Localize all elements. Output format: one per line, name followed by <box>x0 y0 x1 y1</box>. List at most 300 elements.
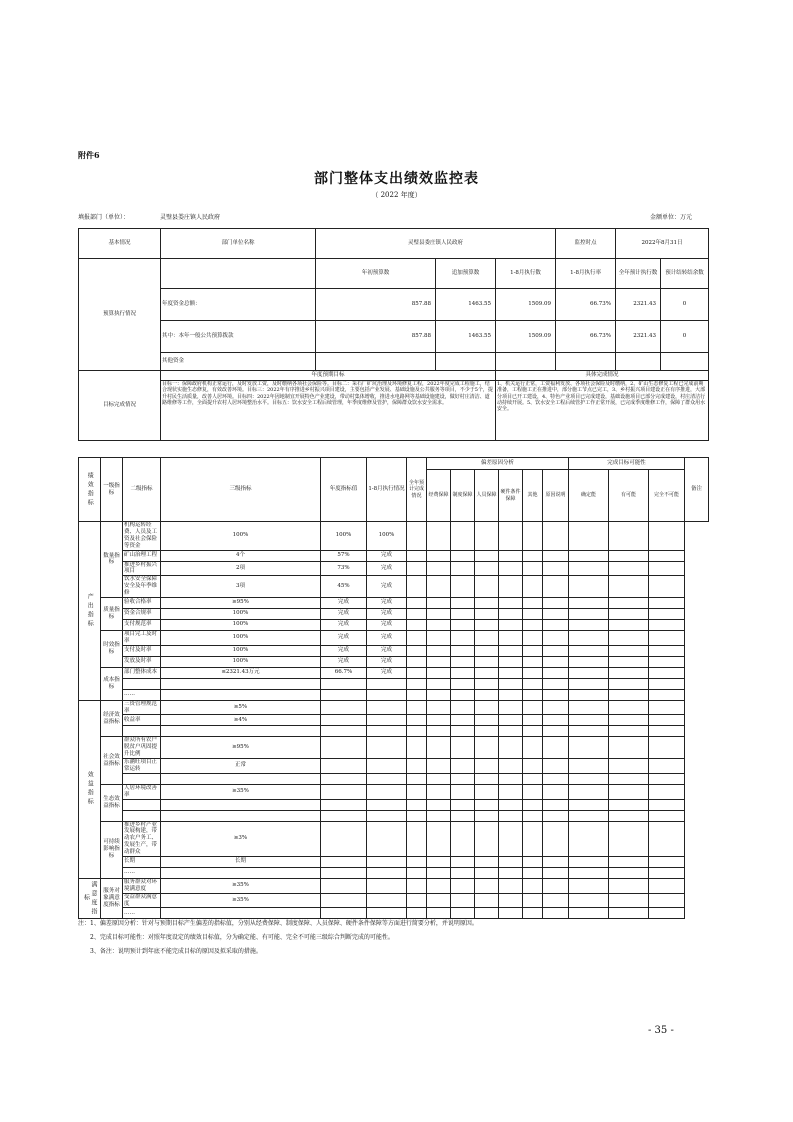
target-value: 4个 <box>161 550 321 561</box>
empty-cell <box>499 667 523 678</box>
empty-cell <box>649 522 685 551</box>
empty-cell <box>427 561 451 576</box>
empty-cell <box>407 630 427 645</box>
empty-cell <box>609 597 649 608</box>
table-row <box>79 856 709 867</box>
budget-header: 全年预计执行数 <box>616 259 661 289</box>
level3-indicator: …… <box>123 908 161 919</box>
empty-cell <box>475 908 499 919</box>
empty-cell <box>475 759 499 774</box>
target-value: ≥5% <box>161 700 321 715</box>
empty-cell <box>427 799 451 810</box>
expected-value <box>367 689 407 700</box>
monitor-time-label: 监控时点 <box>556 229 616 259</box>
empty-cell <box>543 667 569 678</box>
empty-cell <box>407 773 427 784</box>
level3-indicator: 机构运转经费、人员及工资及社会保险等资金 <box>123 522 161 551</box>
empty-cell <box>451 759 475 774</box>
level3-indicator: 三资管理规范率 <box>123 700 161 715</box>
target-value: 100% <box>161 522 321 551</box>
empty-cell <box>543 773 569 784</box>
empty-cell <box>499 608 523 619</box>
empty-cell <box>649 630 685 645</box>
empty-cell <box>609 867 649 878</box>
target-value: ≥95% <box>161 597 321 608</box>
empty-cell <box>451 561 475 576</box>
table-row <box>79 773 709 784</box>
empty-cell <box>407 656 427 667</box>
budget-row-name: 年度资金总额： <box>161 289 316 321</box>
empty-cell <box>407 737 427 759</box>
empty-cell <box>451 867 475 878</box>
empty-cell <box>407 810 427 821</box>
empty-cell <box>569 667 609 678</box>
empty-cell <box>609 678 649 689</box>
actual-header: 1-8月执行情况 <box>367 458 407 522</box>
empty-cell <box>649 908 685 919</box>
empty-cell <box>475 737 499 759</box>
empty-cell <box>543 619 569 630</box>
actual-value: 完成 <box>321 597 367 608</box>
expected-value: 完成 <box>367 645 407 656</box>
empty-cell <box>609 522 649 551</box>
empty-cell <box>407 645 427 656</box>
empty-cell <box>451 550 475 561</box>
empty-cell <box>475 821 499 856</box>
empty-cell <box>523 608 543 619</box>
empty-cell <box>609 759 649 774</box>
empty-cell <box>407 667 427 678</box>
attachment-label: 附件6 <box>78 150 100 160</box>
target-value: 100% <box>161 608 321 619</box>
table-row <box>79 561 709 576</box>
empty-cell <box>523 878 543 893</box>
empty-cell <box>569 726 609 737</box>
empty-cell <box>475 550 499 561</box>
empty-cell <box>499 773 523 784</box>
empty-cell <box>499 522 523 551</box>
empty-cell <box>475 656 499 667</box>
actual-value <box>321 810 367 821</box>
level3-indicator: …… <box>123 867 161 878</box>
expected-value <box>367 867 407 878</box>
expected-value <box>367 700 407 715</box>
empty-cell <box>427 821 451 856</box>
empty-cell <box>475 667 499 678</box>
target-value: ≥4% <box>161 715 321 726</box>
empty-cell <box>407 561 427 576</box>
empty-cell <box>609 737 649 759</box>
target-value <box>161 810 321 821</box>
empty-cell <box>523 522 543 551</box>
empty-cell <box>649 759 685 774</box>
table-row <box>79 689 709 700</box>
expected-value <box>367 856 407 867</box>
empty-cell <box>543 715 569 726</box>
budget-header: 预计结转结余数 <box>661 259 709 289</box>
actual-value <box>321 700 367 715</box>
table-row <box>79 645 709 656</box>
empty-cell <box>569 678 609 689</box>
empty-cell <box>523 893 543 908</box>
budget-header: 追加预算数 <box>436 259 496 289</box>
empty-cell <box>649 715 685 726</box>
remark-header: 备注 <box>685 458 709 522</box>
empty-cell <box>649 810 685 821</box>
level3-indicator: 支付规范率 <box>123 619 161 630</box>
level2-indicator: 生态效益指标 <box>101 784 123 821</box>
empty-cell <box>499 784 523 799</box>
actual-value <box>321 773 367 784</box>
actual-value <box>321 856 367 867</box>
empty-cell <box>475 689 499 700</box>
expected-value <box>367 678 407 689</box>
empty-cell <box>451 608 475 619</box>
empty-cell <box>427 773 451 784</box>
empty-cell <box>543 561 569 576</box>
actual-value: 100% <box>321 522 367 551</box>
empty-cell <box>523 784 543 799</box>
target-value <box>161 773 321 784</box>
empty-cell <box>569 799 609 810</box>
empty-cell <box>523 856 543 867</box>
table-row <box>79 784 709 799</box>
dept-name-label: 部门单位名称 <box>161 229 316 259</box>
empty-cell <box>407 821 427 856</box>
table-row <box>79 799 709 810</box>
empty-cell <box>609 656 649 667</box>
empty-cell <box>569 759 609 774</box>
empty-cell <box>649 619 685 630</box>
empty-cell <box>649 784 685 799</box>
empty-cell <box>451 619 475 630</box>
empty-cell <box>407 856 427 867</box>
note-2: 2、完成目标可能性：对照年度设定的绩效目标值，分为确定能、有可能、完全不可能三级综合判断完成的可能性。 <box>90 934 394 941</box>
actual-value <box>321 715 367 726</box>
empty-cell <box>451 630 475 645</box>
table-row <box>79 893 709 908</box>
progress-text: 1、机关运行正常，工资福利发放、各项社会保险及时缴纳，2、矿山生态修复工程已完成前期准备，工程施工正在推进中，部分施工节点已完工，3、乡村振兴项目建设正在有序推进，大部分项目已开工建设，4、特色产业项目已完成建设，基础设施项目已部分完成建设，村庄清洁行动持续开展。5、饮水安全工程后续管护工作正常开展，已完成季度维修工作，保障了群众用水安全。 <box>496 381 709 441</box>
empty-cell <box>609 630 649 645</box>
budget-cell: 1463.55 <box>436 289 496 321</box>
deviation-header: 偏差原因分析 <box>427 458 569 470</box>
empty-cell <box>499 867 523 878</box>
empty-cell <box>609 550 649 561</box>
empty-cell <box>451 737 475 759</box>
table-row <box>79 597 709 608</box>
empty-cell <box>609 689 649 700</box>
actual-value <box>321 867 367 878</box>
empty-cell <box>609 856 649 867</box>
feasibility-col: 确定能 <box>569 470 609 522</box>
empty-cell <box>569 715 609 726</box>
empty-cell <box>543 759 569 774</box>
level3-indicator: 服务群众对环境满意度 <box>123 878 161 893</box>
empty-cell <box>569 597 609 608</box>
monitor-time-value: 2022年8月31日 <box>616 229 709 259</box>
empty-cell <box>427 893 451 908</box>
table-row <box>79 715 709 726</box>
empty-cell <box>427 878 451 893</box>
expected-value <box>367 878 407 893</box>
empty-cell <box>569 878 609 893</box>
target-value: 100% <box>161 645 321 656</box>
empty-cell <box>475 810 499 821</box>
empty-cell <box>451 856 475 867</box>
actual-value: 73% <box>321 561 367 576</box>
target-value: 100% <box>161 619 321 630</box>
empty-cell <box>475 522 499 551</box>
level1-header: 一级指标 <box>101 458 123 522</box>
empty-cell <box>499 737 523 759</box>
deviation-col: 硬件条件保障 <box>499 470 523 522</box>
budget-cell: 857.88 <box>316 321 436 353</box>
empty-cell <box>407 576 427 598</box>
empty-cell <box>407 878 427 893</box>
level3-indicator: 长期 <box>123 856 161 867</box>
level3-header: 三级指标 <box>161 458 321 522</box>
expected-value <box>367 799 407 810</box>
empty-cell <box>523 576 543 598</box>
empty-cell <box>649 645 685 656</box>
empty-cell <box>407 784 427 799</box>
level2-indicator: 社会效益指标 <box>101 737 123 784</box>
table-row <box>79 550 709 561</box>
empty-cell <box>543 576 569 598</box>
level2-indicator: 数量指标 <box>101 522 123 598</box>
empty-cell <box>543 821 569 856</box>
empty-cell <box>499 550 523 561</box>
table-row <box>79 737 709 759</box>
annual-goal-text: 目标一：保障政府机构正常运行，及时发放工资，及时缴纳各项社会保险等。目标二：采石厂矿坑治理及环境修复工程，2022年度完成工程施工，结合现状实施生态修复，有效改善环境。目标三：2022年有序推进乡村振兴项目建设，主要包括产业发展、基础设施及公共服务等项目，不少于5个，提升村民生活质量，改善人居环境。目标四：2022年因地制宜开展特色产业建设，带动村集体增收，推进水电路网等基础设施建设，做好村庄清洁、道路维修等工作，全面提升农村人居环境整治水平。目标五：饮水安全工程后续管理，年季度维修及管护，保障群众饮水安全需求。 <box>161 381 496 441</box>
empty-cell <box>543 550 569 561</box>
goals-label: 目标完成情况 <box>79 371 161 441</box>
level3-indicator: 部门整体成本 <box>123 667 161 678</box>
budget-row-name: 其中：本年一般公共预算拨款 <box>161 321 316 353</box>
deviation-col: 人员保障 <box>475 470 499 522</box>
empty-cell <box>609 773 649 784</box>
empty-cell <box>475 799 499 810</box>
actual-value <box>321 737 367 759</box>
empty-cell <box>649 799 685 810</box>
empty-cell <box>427 608 451 619</box>
empty-cell <box>523 619 543 630</box>
table-row <box>79 576 709 598</box>
actual-value <box>321 689 367 700</box>
expected-value <box>367 759 407 774</box>
level3-indicator <box>123 773 161 784</box>
empty-cell <box>427 715 451 726</box>
empty-cell <box>499 878 523 893</box>
empty-cell <box>569 784 609 799</box>
level3-indicator: 收益率 <box>123 715 161 726</box>
expected-value <box>367 737 407 759</box>
empty-cell <box>649 550 685 561</box>
empty-cell <box>543 630 569 645</box>
empty-cell <box>427 576 451 598</box>
budget-cell: 66.73% <box>556 289 616 321</box>
empty-cell <box>475 893 499 908</box>
budget-cell: 0 <box>661 289 709 321</box>
budget-cell: 857.88 <box>316 289 436 321</box>
empty-cell <box>543 522 569 551</box>
empty-cell <box>543 878 569 893</box>
empty-cell <box>475 726 499 737</box>
budget-cell: 1509.09 <box>496 289 556 321</box>
empty-cell <box>499 630 523 645</box>
empty-cell <box>609 878 649 893</box>
empty-cell <box>523 550 543 561</box>
empty-cell <box>523 726 543 737</box>
empty-cell <box>499 645 523 656</box>
empty-cell <box>407 893 427 908</box>
perf-side-label: 绩效指标 <box>79 458 101 522</box>
empty-cell <box>609 619 649 630</box>
table-row <box>79 608 709 619</box>
expected-value <box>367 908 407 919</box>
level3-indicator: 发放及时率 <box>123 656 161 667</box>
table-row <box>79 678 709 689</box>
empty-cell <box>523 867 543 878</box>
feasibility-col: 有可能 <box>609 470 649 522</box>
actual-value: 66.7% <box>321 667 367 678</box>
empty-cell <box>569 908 609 919</box>
actual-value <box>321 821 367 856</box>
empty-cell <box>609 821 649 856</box>
empty-cell <box>499 893 523 908</box>
empty-cell <box>543 726 569 737</box>
empty-cell <box>523 597 543 608</box>
target-value: ≥35% <box>161 893 321 908</box>
actual-value <box>321 784 367 799</box>
level3-indicator: 乐涵旺项目正常运转 <box>123 759 161 774</box>
empty-cell <box>523 645 543 656</box>
empty-cell <box>649 893 685 908</box>
empty-cell <box>499 689 523 700</box>
empty-cell <box>407 678 427 689</box>
empty-cell <box>523 737 543 759</box>
empty-cell <box>407 867 427 878</box>
dept-name-value: 灵璧县娄庄镇人民政府 <box>316 229 556 259</box>
level3-indicator <box>123 678 161 689</box>
note-1: 注：1、偏差原因分析：针对与预期目标产生偏差的指标值，分别从经费保障、制度保障、人员保障、硬件条件保障等方面进行简要分析，并说明原因。 <box>78 920 478 927</box>
empty-cell <box>451 908 475 919</box>
empty-cell <box>499 700 523 715</box>
expected-value: 完成 <box>367 619 407 630</box>
empty-cell <box>451 576 475 598</box>
empty-cell <box>569 773 609 784</box>
unit-name: 灵璧县娄庄镇人民政府 <box>160 214 221 221</box>
note-3: 3、备注：说明预计到年底不能完成目标的原因及拟采取的措施。 <box>90 948 262 955</box>
empty-cell <box>523 561 543 576</box>
empty-cell <box>543 656 569 667</box>
empty-cell <box>499 726 523 737</box>
target-value <box>161 867 321 878</box>
expected-value <box>367 773 407 784</box>
table-row <box>79 908 709 919</box>
empty-cell <box>475 700 499 715</box>
level2-indicator: 服务对象满意度指标 <box>101 878 123 919</box>
table-row <box>79 867 709 878</box>
empty-cell <box>451 878 475 893</box>
empty-cell <box>427 737 451 759</box>
empty-cell <box>407 799 427 810</box>
empty-cell <box>475 715 499 726</box>
target-value: ≥95% <box>161 737 321 759</box>
level2-indicator: 成本指标 <box>101 667 123 700</box>
empty-cell <box>475 645 499 656</box>
empty-cell <box>475 561 499 576</box>
actual-value <box>321 878 367 893</box>
expected-value: 100% <box>367 522 407 551</box>
empty-cell <box>499 799 523 810</box>
empty-cell <box>649 878 685 893</box>
empty-cell <box>543 689 569 700</box>
empty-cell <box>569 856 609 867</box>
table-row <box>79 759 709 774</box>
empty-cell <box>407 608 427 619</box>
empty-cell <box>649 821 685 856</box>
feasibility-header: 完成目标可能性 <box>569 458 685 470</box>
target-value: 100% <box>161 656 321 667</box>
target-header: 年度指标值 <box>321 458 367 522</box>
actual-value: 完成 <box>321 608 367 619</box>
expected-value <box>367 810 407 821</box>
empty-cell <box>499 759 523 774</box>
actual-value <box>321 893 367 908</box>
level2-header: 二级指标 <box>123 458 161 522</box>
expected-value: 完成 <box>367 656 407 667</box>
summary-table <box>78 228 709 441</box>
empty-cell <box>543 597 569 608</box>
performance-table <box>78 457 709 919</box>
empty-cell <box>649 576 685 598</box>
empty-cell <box>543 700 569 715</box>
table-row <box>79 810 709 821</box>
table-row <box>79 667 709 678</box>
empty-cell <box>475 678 499 689</box>
target-value <box>161 678 321 689</box>
actual-value: 完成 <box>321 619 367 630</box>
empty-cell <box>543 893 569 908</box>
target-value: 100% <box>161 630 321 645</box>
level3-indicator: 饮水安全保障安全及年季维修 <box>123 576 161 598</box>
actual-value <box>321 726 367 737</box>
empty-cell <box>427 726 451 737</box>
empty-cell <box>543 645 569 656</box>
empty-cell <box>523 821 543 856</box>
target-value: 2项 <box>161 561 321 576</box>
empty-cell <box>523 667 543 678</box>
empty-cell <box>569 522 609 551</box>
empty-cell <box>427 784 451 799</box>
empty-cell <box>499 908 523 919</box>
level3-indicator <box>123 726 161 737</box>
actual-value: 45% <box>321 576 367 598</box>
empty-cell <box>451 689 475 700</box>
empty-cell <box>523 678 543 689</box>
empty-cell <box>407 759 427 774</box>
table-row <box>79 656 709 667</box>
expected-value <box>367 726 407 737</box>
empty-cell <box>649 678 685 689</box>
empty-cell <box>475 608 499 619</box>
empty-cell <box>609 726 649 737</box>
empty-cell <box>649 726 685 737</box>
empty-cell <box>427 810 451 821</box>
empty-cell <box>523 689 543 700</box>
empty-cell <box>609 908 649 919</box>
